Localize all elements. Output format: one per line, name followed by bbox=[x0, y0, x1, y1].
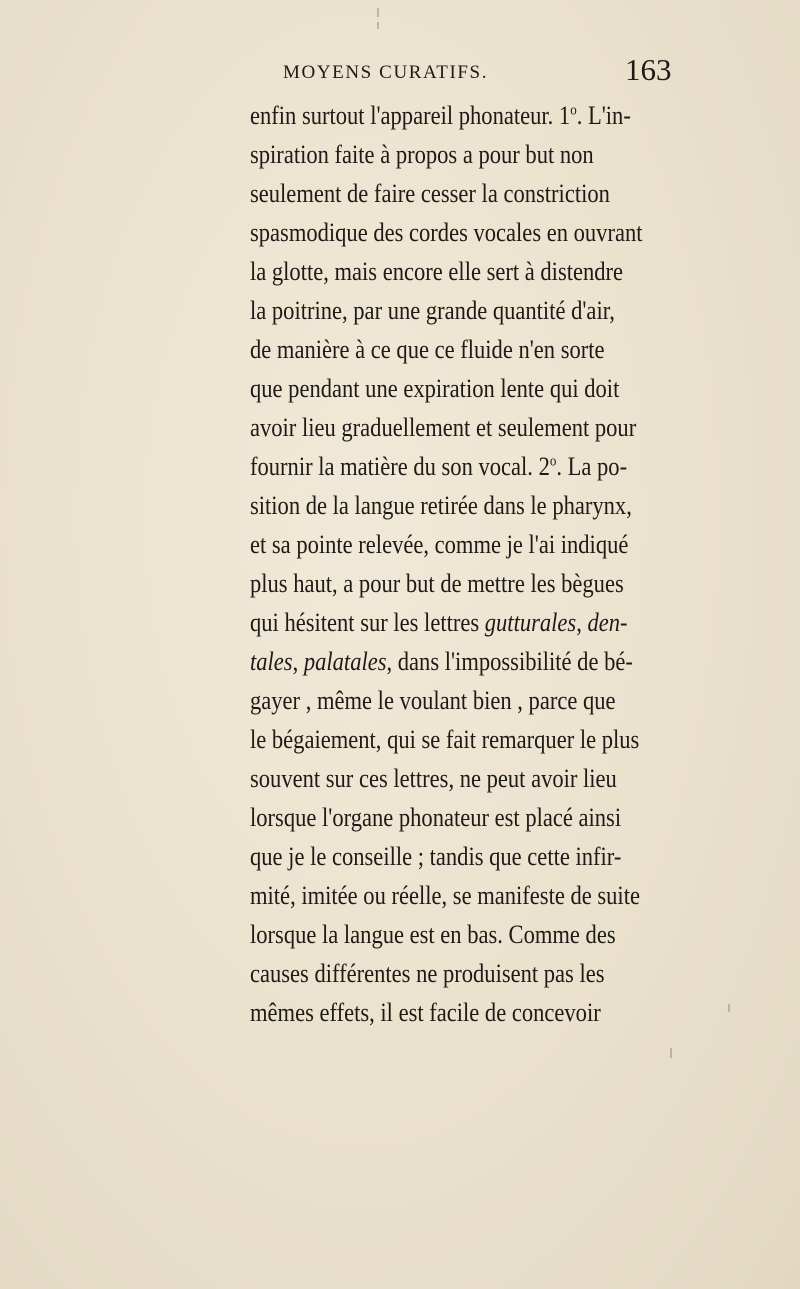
paper-speck bbox=[377, 22, 379, 29]
text-segment: que pendant une expiration lente qui doit bbox=[250, 374, 620, 403]
running-title: MOYENS CURATIFS. bbox=[283, 62, 489, 83]
text-segment: plus haut, a pour but de mettre les bègues bbox=[250, 569, 624, 598]
text-line bbox=[250, 720, 770, 759]
text-segment: spasmodique des cordes vocales en ouvrant bbox=[250, 218, 643, 247]
ordinal-mark: o bbox=[570, 102, 577, 119]
ordinal-mark: o bbox=[549, 453, 557, 470]
text-line bbox=[250, 330, 770, 369]
text-segment: la poitrine, par une grande quantité d'air, bbox=[250, 296, 615, 325]
text-line bbox=[250, 369, 770, 408]
text-line bbox=[250, 96, 770, 135]
text-line bbox=[250, 486, 770, 525]
text-line bbox=[250, 915, 770, 954]
text-segment: . La po- bbox=[556, 452, 628, 481]
paper-speck bbox=[728, 1004, 730, 1012]
text-segment: causes différentes ne produisent pas les bbox=[250, 959, 605, 988]
text-segment: , dans l'impossibilité de bé- bbox=[386, 647, 633, 676]
text-segment: lorsque l'organe phonateur est placé ainsi bbox=[250, 803, 622, 832]
paper-speck bbox=[377, 8, 379, 17]
text-line bbox=[250, 213, 770, 252]
text-line bbox=[250, 876, 770, 915]
text-segment: spiration faite à propos a pour but non bbox=[250, 140, 594, 169]
text-segment: tales bbox=[250, 647, 293, 676]
text-segment: gayer , même le voulant bien , parce que bbox=[250, 686, 616, 715]
text-line bbox=[250, 681, 770, 720]
text-line bbox=[250, 759, 770, 798]
text-line bbox=[250, 252, 770, 291]
text-segment: que je le conseille ; tandis que cette infir- bbox=[250, 842, 622, 871]
body-text bbox=[250, 96, 800, 1032]
text-line bbox=[250, 837, 770, 876]
text-segment: palatales bbox=[303, 647, 387, 676]
text-segment: lorsque la langue est en bas. Comme des bbox=[250, 920, 616, 949]
text-segment: et sa pointe relevée, comme je l'ai indiqué bbox=[250, 530, 629, 559]
text-segment: sition de la langue retirée dans le pharynx, bbox=[250, 491, 632, 520]
text-line bbox=[250, 642, 770, 681]
text-line bbox=[250, 603, 770, 642]
text-segment: mité, imitée ou réelle, se manifeste de suite bbox=[250, 881, 640, 910]
text-line bbox=[250, 954, 770, 993]
text-segment: fournir la matière du son vocal. 2 bbox=[250, 452, 550, 481]
text-line bbox=[250, 993, 770, 1032]
text-segment: avoir lieu graduellement et seulement pour bbox=[250, 413, 637, 442]
text-line bbox=[250, 564, 770, 603]
page-number: 163 bbox=[625, 52, 672, 87]
text-line bbox=[250, 291, 770, 330]
page-header bbox=[283, 52, 672, 92]
text-line bbox=[250, 798, 770, 837]
text-line bbox=[250, 174, 770, 213]
text-line bbox=[250, 447, 770, 486]
text-segment: le bégaiement, qui se fait remarquer le plus bbox=[250, 725, 640, 754]
text-segment: qui hésitent sur les lettres bbox=[250, 608, 485, 637]
text-segment: mêmes effets, il est facile de concevoir bbox=[250, 998, 601, 1027]
text-segment: gutturales bbox=[484, 608, 577, 637]
text-segment: , bbox=[576, 608, 588, 637]
text-line bbox=[250, 525, 770, 564]
text-line bbox=[250, 408, 770, 447]
text-segment: , bbox=[292, 647, 304, 676]
text-segment: la glotte, mais encore elle sert à distendre bbox=[250, 257, 624, 286]
paper-speck bbox=[670, 1048, 672, 1058]
text-segment: souvent sur ces lettres, ne peut avoir lieu bbox=[250, 764, 617, 793]
text-segment: . L'in- bbox=[576, 101, 631, 130]
text-segment: enfin surtout l'appareil phonateur. 1 bbox=[250, 101, 571, 130]
text-segment: de manière à ce que ce fluide n'en sorte bbox=[250, 335, 605, 364]
text-segment: seulement de faire cesser la constriction bbox=[250, 179, 610, 208]
text-line bbox=[250, 135, 770, 174]
text-segment: den- bbox=[587, 608, 628, 637]
